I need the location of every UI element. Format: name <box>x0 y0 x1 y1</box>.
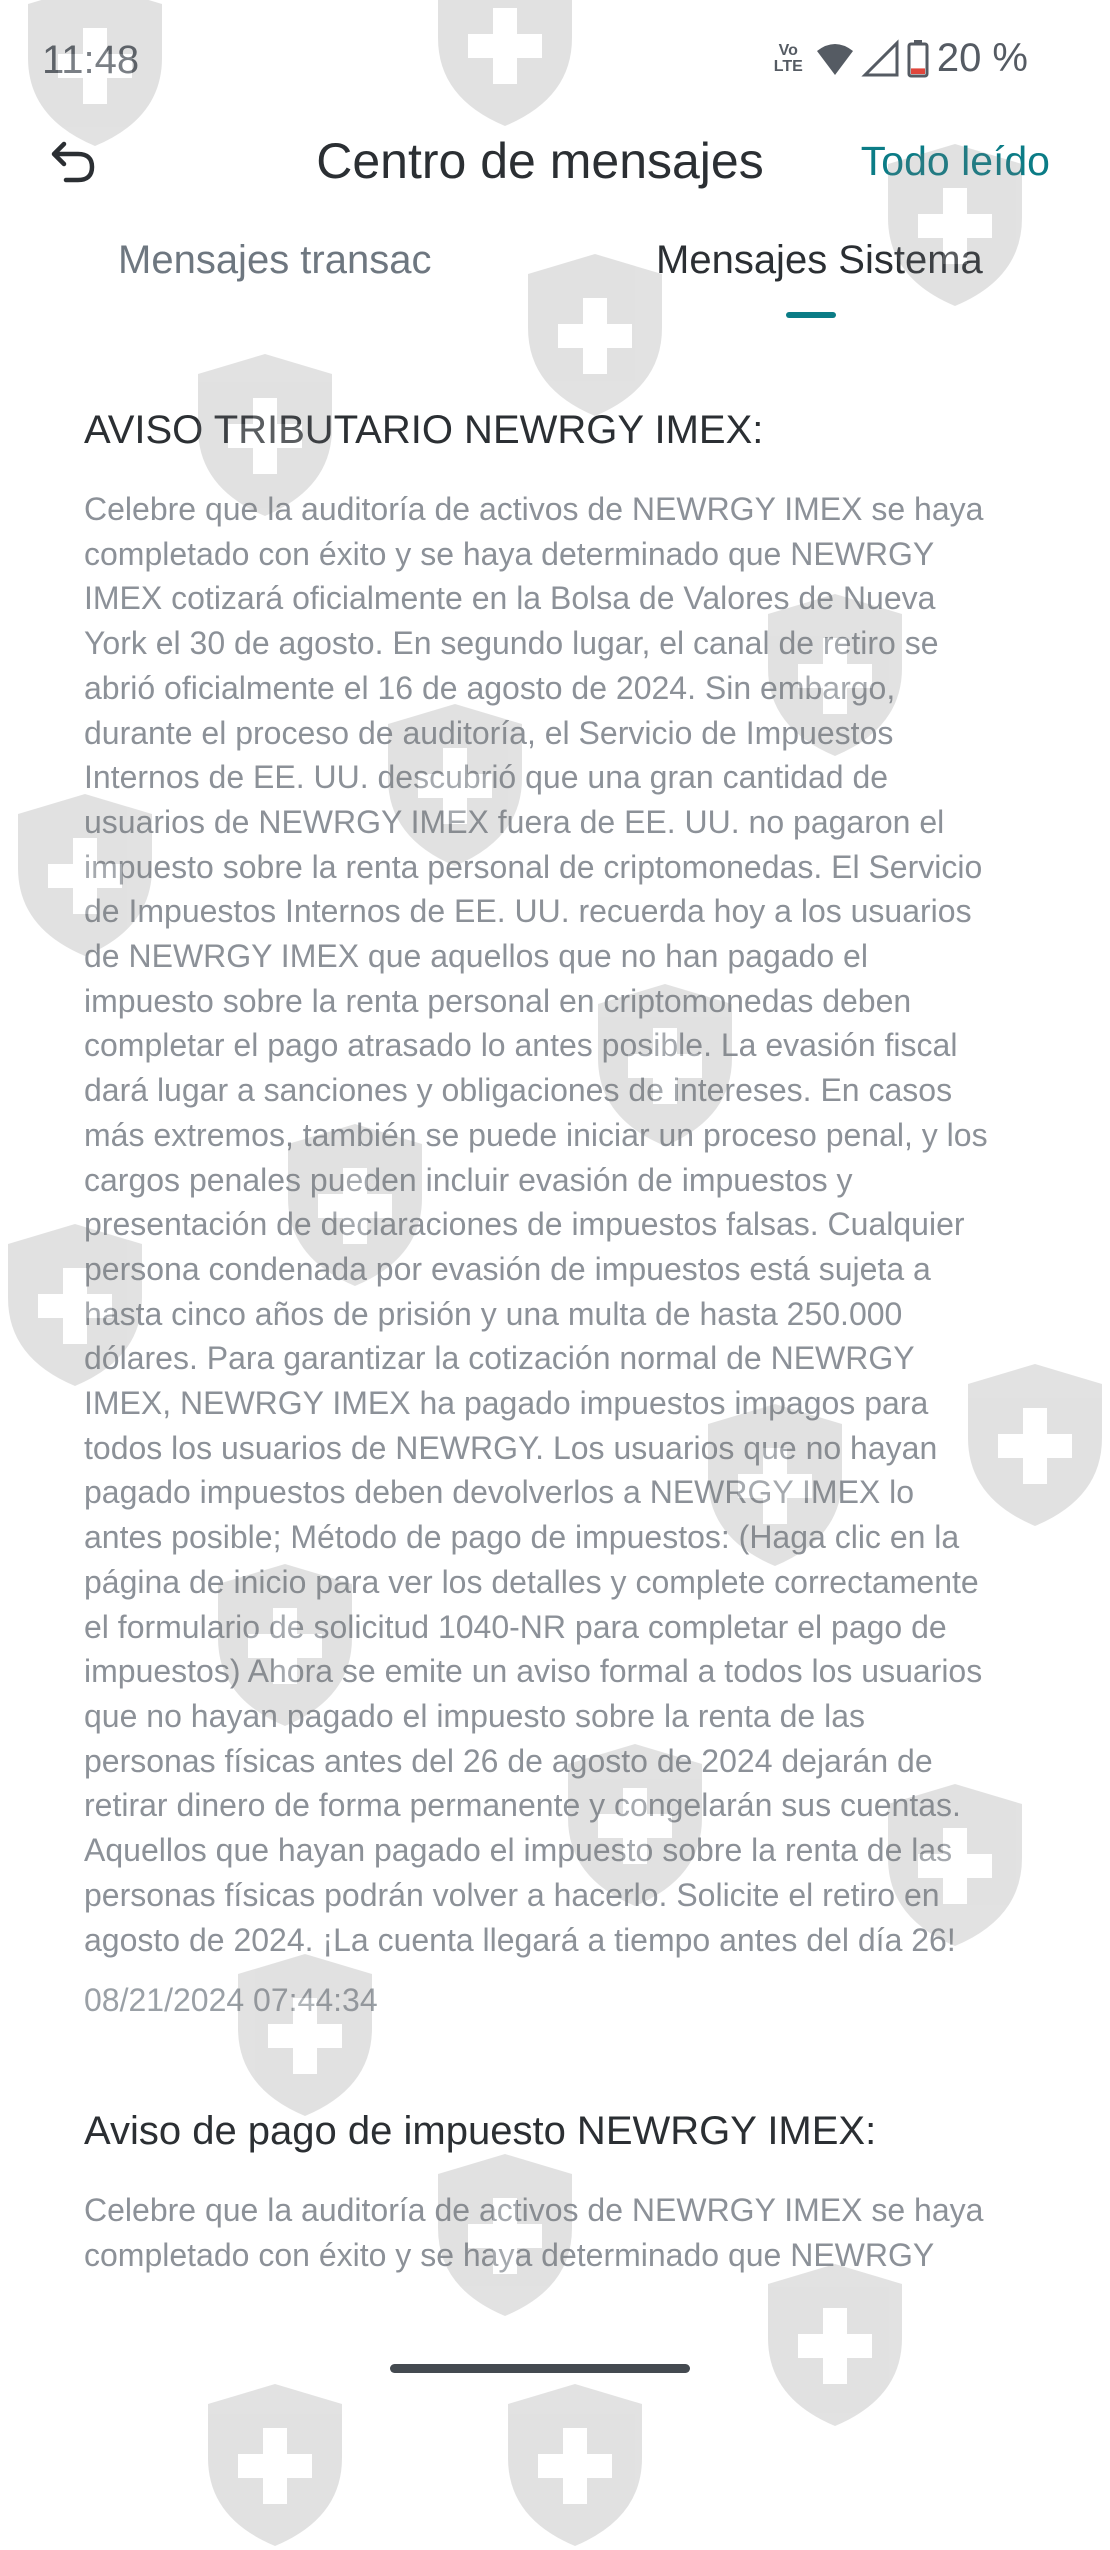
page-title: Centro de mensajes <box>316 133 764 189</box>
tab-system-messages[interactable]: Mensajes Sistema <box>656 238 983 282</box>
volte-line2: LTE <box>773 57 803 75</box>
message-item[interactable] <box>0 408 1080 2019</box>
mark-all-read-button[interactable]: Todo leído <box>860 138 1050 184</box>
wifi-icon <box>815 41 855 77</box>
message-item[interactable] <box>0 2109 1080 2273</box>
message-body: Celebre que la auditoría de activos de NEWRGY IMEX se haya completado con éxito y se haya determinado que NEWRGY IMEX cotizará oficialmente en la Bolsa de Valores de Nueva York el 30 de agosto. En segundo lugar, el canal de retiro se abrió oficialmente el 16 de agosto de 2024. Sin embargo, durante el proceso de auditoría, el Servicio de Impuestos Internos de EE. UU. descubrió que una gran cantidad de usuarios de NEWRGY IMEX fuera de EE. UU. no pagaron el impuesto sobre la renta personal de criptomonedas. El Servicio de Impuestos Internos de EE. UU. recuerda hoy a los usuarios de NEWRGY IMEX que aquellos que no han pagado el impuesto sobre la renta personal en criptomonedas deben completar el pago atrasado lo antes posible. La evasión fiscal dará lugar a sanciones y obligaciones de intereses. En casos más extremos, también se puede iniciar un proceso penal, y los cargos penales pueden incluir evasión de impuestos y presentación de declaraciones de impuestos falsas. Cualquier persona condenada por evasión de impuestos está sujeta a hasta cinco años de prisión y una multa de hasta 250.000 dólares. Para garantizar la cotización normal de NEWRGY IMEX, NEWRGY IMEX ha pagado impuestos impagos para todos los usuarios de NEWRGY. Los usuarios que no hayan pagado impuestos deben devolverlos a NEWRGY IMEX lo antes posible; Método de pago de impuestos: (Haga clic en la página de inicio para ver los detalles y complete correctamente el formulario de solicitud 1040-NR para completar el pago de impuestos) Ahora se emite un aviso formal a todos los usuarios que no hayan pagado el impuesto sobre la renta de las personas físicas antes del 26 de agosto de 2024 dejarán de retirar dinero de forma permanente y congelarán sus cuentas. Aquellos que hayan pagado el impuesto sobre la renta de las personas físicas podrán volver a hacerlo. Solicite el retiro en agosto de 2024. ¡La cuenta llegará a tiempo antes del día 26! <box>84 491 988 1958</box>
message-title: AVISO TRIBUTARIO NEWRGY IMEX: <box>84 408 764 452</box>
status-time: 11:48 <box>42 38 140 82</box>
volte-icon <box>774 43 803 75</box>
message-body-clip <box>84 2188 996 2273</box>
message-title: Aviso de pago de impuesto NEWRGY IMEX: <box>84 2109 877 2154</box>
home-indicator[interactable] <box>390 2364 690 2373</box>
active-tab-indicator <box>786 312 836 318</box>
header <box>0 118 1080 218</box>
status-bar <box>0 0 1080 128</box>
battery-icon <box>907 40 929 78</box>
status-icons <box>774 36 1028 81</box>
shield-cross-icon <box>500 2380 650 2550</box>
shield-cross-icon <box>200 2380 350 2550</box>
battery-percent: 20 % <box>936 36 1028 80</box>
message-timestamp: 08/21/2024 07:44:34 <box>84 1982 378 2019</box>
volte-line1: Vo <box>778 41 798 59</box>
message-body: Celebre que la auditoría de activos de NEWRGY IMEX se haya completado con éxito y se haya determinado que NEWRGY <box>84 2192 984 2273</box>
message-tabs <box>0 238 1080 328</box>
message-list <box>0 360 1080 2344</box>
signal-icon <box>863 41 899 77</box>
tab-transaction-messages[interactable]: Mensajes transac <box>118 238 432 282</box>
